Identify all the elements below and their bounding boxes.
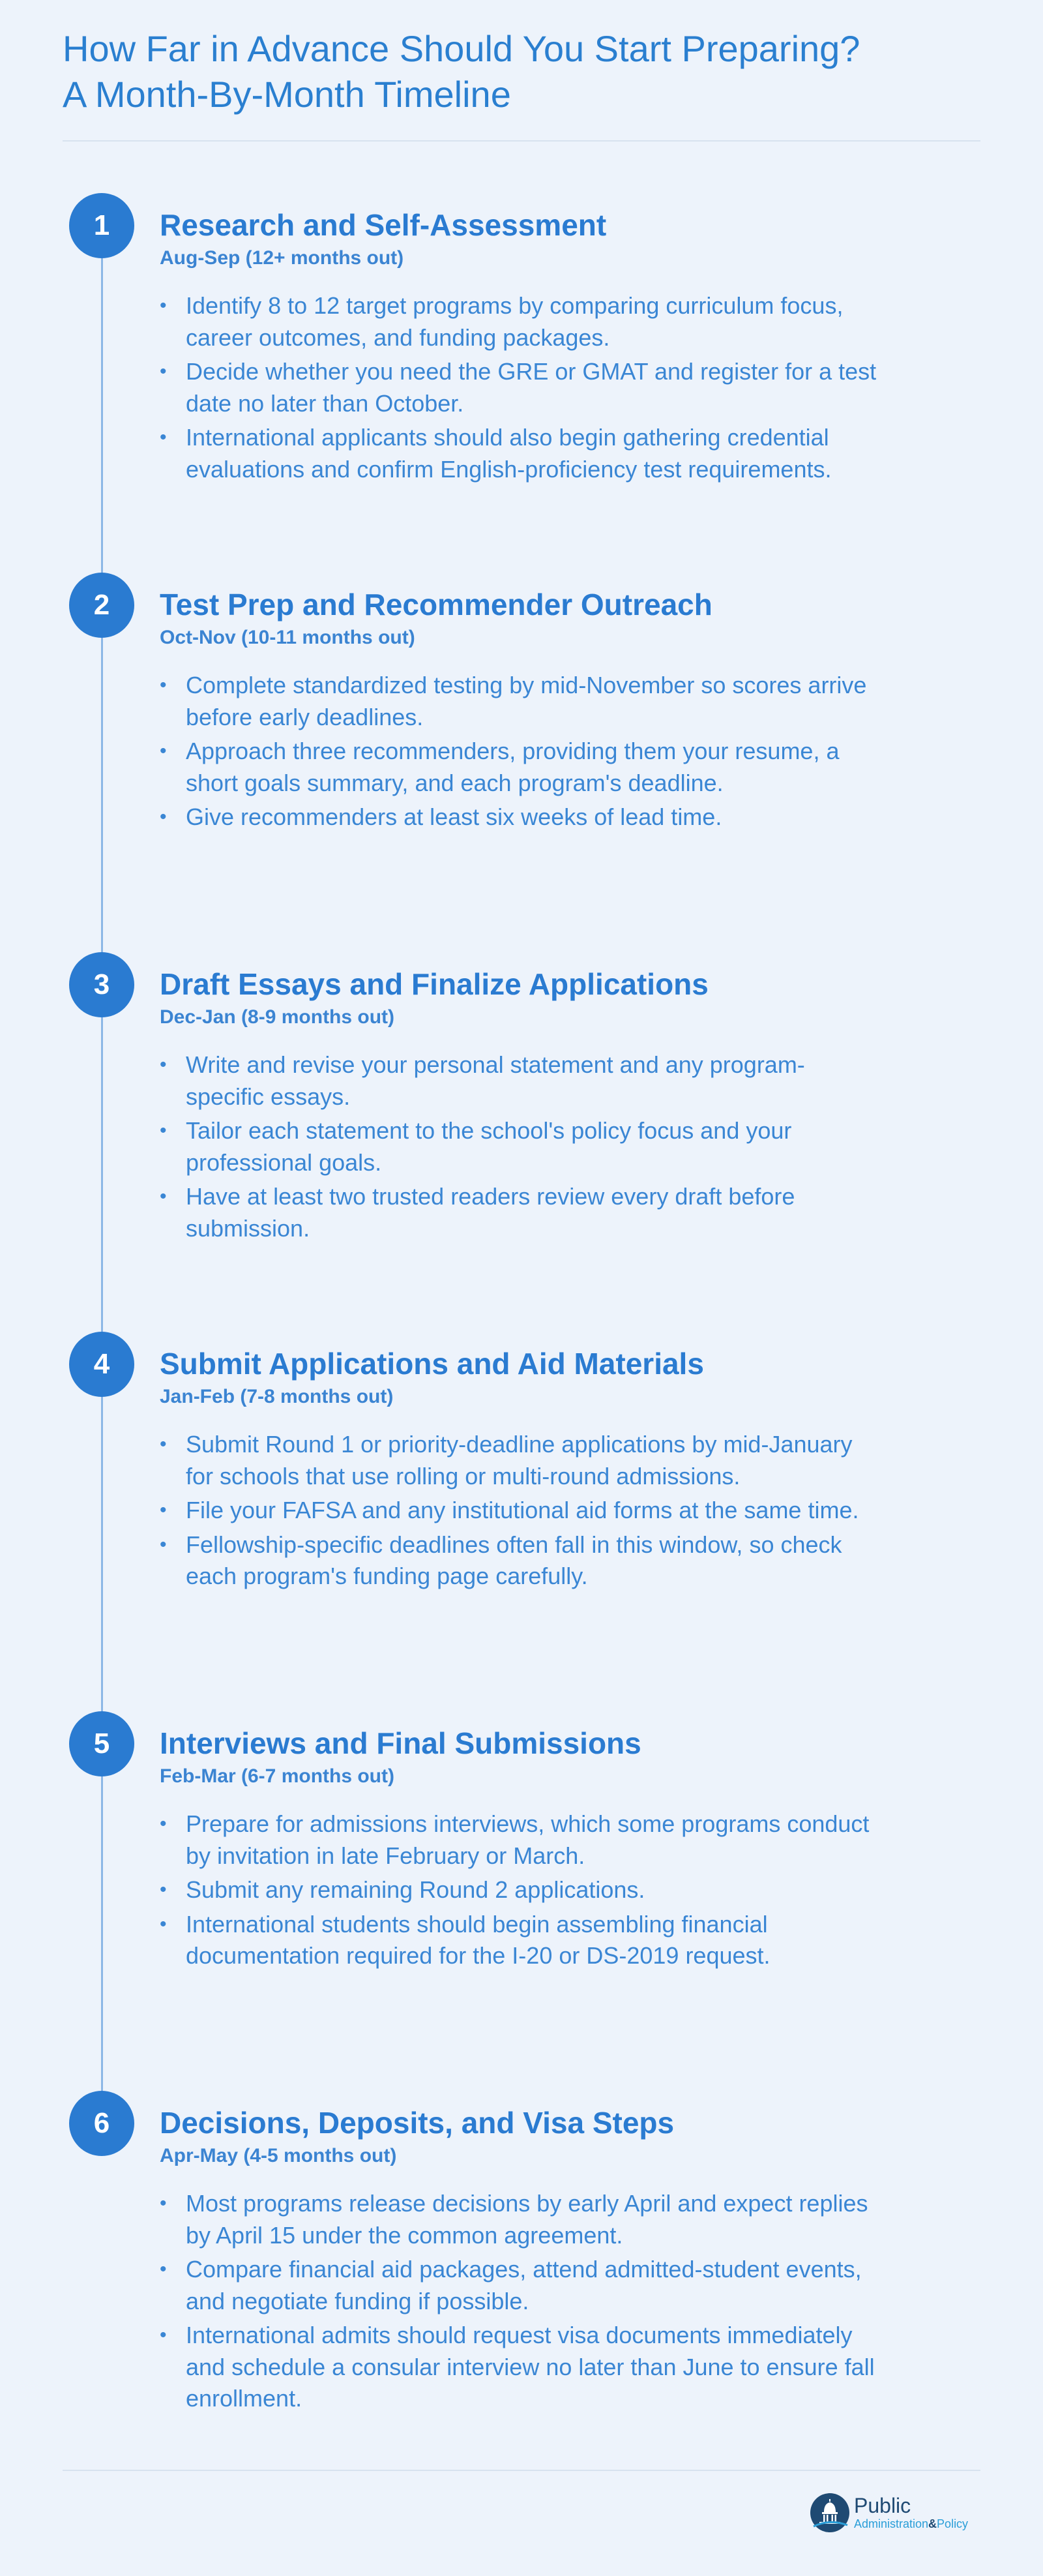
step-2-title: Test Prep and Recommender Outreach <box>160 588 712 622</box>
step-6-window: Apr-May (4-5 months out) <box>160 2145 397 2166</box>
step-3 <box>160 966 877 1247</box>
list-item: • International applicants should also begin gathering credential evaluations and confirm English-proficiency test requirements. <box>160 422 877 485</box>
list-item: • Identify 8 to 12 target programs by comparing curriculum focus, career outcomes, and funding packages. <box>160 290 877 353</box>
logo-word: Public <box>854 2494 911 2517</box>
list-item: • Fellowship-specific deadlines often fall in this window, so check each program's funding page carefully. <box>160 1529 877 1593</box>
list-item: • Submit Round 1 or priority-deadline applications by mid-January for schools that use rolling or multi-round admissions. <box>160 1429 877 1492</box>
timeline-line <box>101 222 103 2126</box>
step-2-number-badge: 2 <box>69 573 134 638</box>
list-item: • Compare financial aid packages, attend admitted-student events, and negotiate funding if possible. <box>160 2254 877 2317</box>
step-6-title: Decisions, Deposits, and Visa Steps <box>160 2106 675 2140</box>
list-item: • Decide whether you need the GRE or GMAT and register for a test date no later than October. <box>160 356 877 419</box>
footer-divider <box>63 2470 980 2471</box>
step-6 <box>160 2104 877 2418</box>
step-4-number-badge: 4 <box>69 1332 134 1397</box>
step-6-number-badge: 6 <box>69 2091 134 2156</box>
step-2 <box>160 586 877 836</box>
step-5 <box>160 1725 877 1975</box>
list-item: • Most programs release decisions by early April and expect replies by April 15 under the common agreement. <box>160 2188 877 2251</box>
step-5-number-badge: 5 <box>69 1711 134 1776</box>
step-3-window: Dec-Jan (8-9 months out) <box>160 1006 395 1028</box>
step-1-title: Research and Self-Assessment <box>160 208 607 242</box>
step-5-list <box>160 1808 877 1972</box>
step-3-title: Draft Essays and Finalize Applications <box>160 967 709 1001</box>
page-title-line-2: A Month-By-Month Timeline <box>63 74 511 115</box>
step-1 <box>160 207 877 488</box>
step-3-number-badge: 3 <box>69 952 134 1017</box>
step-2-list <box>160 670 877 833</box>
step-3-list <box>160 1049 877 1244</box>
logo-subtitle <box>854 2517 968 2531</box>
list-item: • International admits should request visa documents immediately and schedule a consular interview no later than June to ensure fall enrollment. <box>160 2320 877 2415</box>
list-item: • File your FAFSA and any institutional aid forms at the same time. <box>160 1495 877 1527</box>
list-item: • Prepare for admissions interviews, which some programs conduct by invitation in late February or March. <box>160 1808 877 1872</box>
page-header <box>63 26 980 117</box>
capitol-dome-icon <box>810 2493 850 2533</box>
list-item: • Tailor each statement to the school's policy focus and your professional goals. <box>160 1115 877 1178</box>
logo-sub-ampersand: & <box>928 2517 937 2530</box>
list-item: • Approach three recommenders, providing them your resume, a short goals summary, and each program's deadline. <box>160 736 877 799</box>
publisher-logo <box>810 2493 968 2533</box>
list-item: • Complete standardized testing by mid-November so scores arrive before early deadlines. <box>160 670 877 733</box>
list-item: • Write and revise your personal statement and any program-specific essays. <box>160 1049 877 1113</box>
step-5-title: Interviews and Final Submissions <box>160 1726 641 1760</box>
page-title <box>63 26 980 117</box>
list-item: • Submit any remaining Round 2 applications. <box>160 1874 877 1906</box>
logo-wordmark <box>854 2494 968 2531</box>
step-2-window: Oct-Nov (10-11 months out) <box>160 627 415 648</box>
step-4-title: Submit Applications and Aid Materials <box>160 1347 704 1381</box>
list-item: • Give recommenders at least six weeks of lead time. <box>160 801 877 833</box>
step-5-window: Feb-Mar (6-7 months out) <box>160 1765 394 1787</box>
page-title-line-1: How Far in Advance Should You Start Preparing? <box>63 28 860 69</box>
step-1-number-badge: 1 <box>69 193 134 258</box>
list-item: • International students should begin assembling financial documentation required for the I-20 or DS-2019 request. <box>160 1909 877 1972</box>
step-4-list <box>160 1429 877 1593</box>
logo-sub-part-a: Administration <box>854 2517 929 2530</box>
step-1-list <box>160 290 877 485</box>
step-4 <box>160 1345 877 1595</box>
step-6-list <box>160 2188 877 2415</box>
step-4-window: Jan-Feb (7-8 months out) <box>160 1386 394 1407</box>
step-1-window: Aug-Sep (12+ months out) <box>160 247 404 269</box>
logo-sub-part-b: Policy <box>937 2517 969 2530</box>
header-divider <box>63 140 980 142</box>
list-item: • Have at least two trusted readers review every draft before submission. <box>160 1181 877 1244</box>
